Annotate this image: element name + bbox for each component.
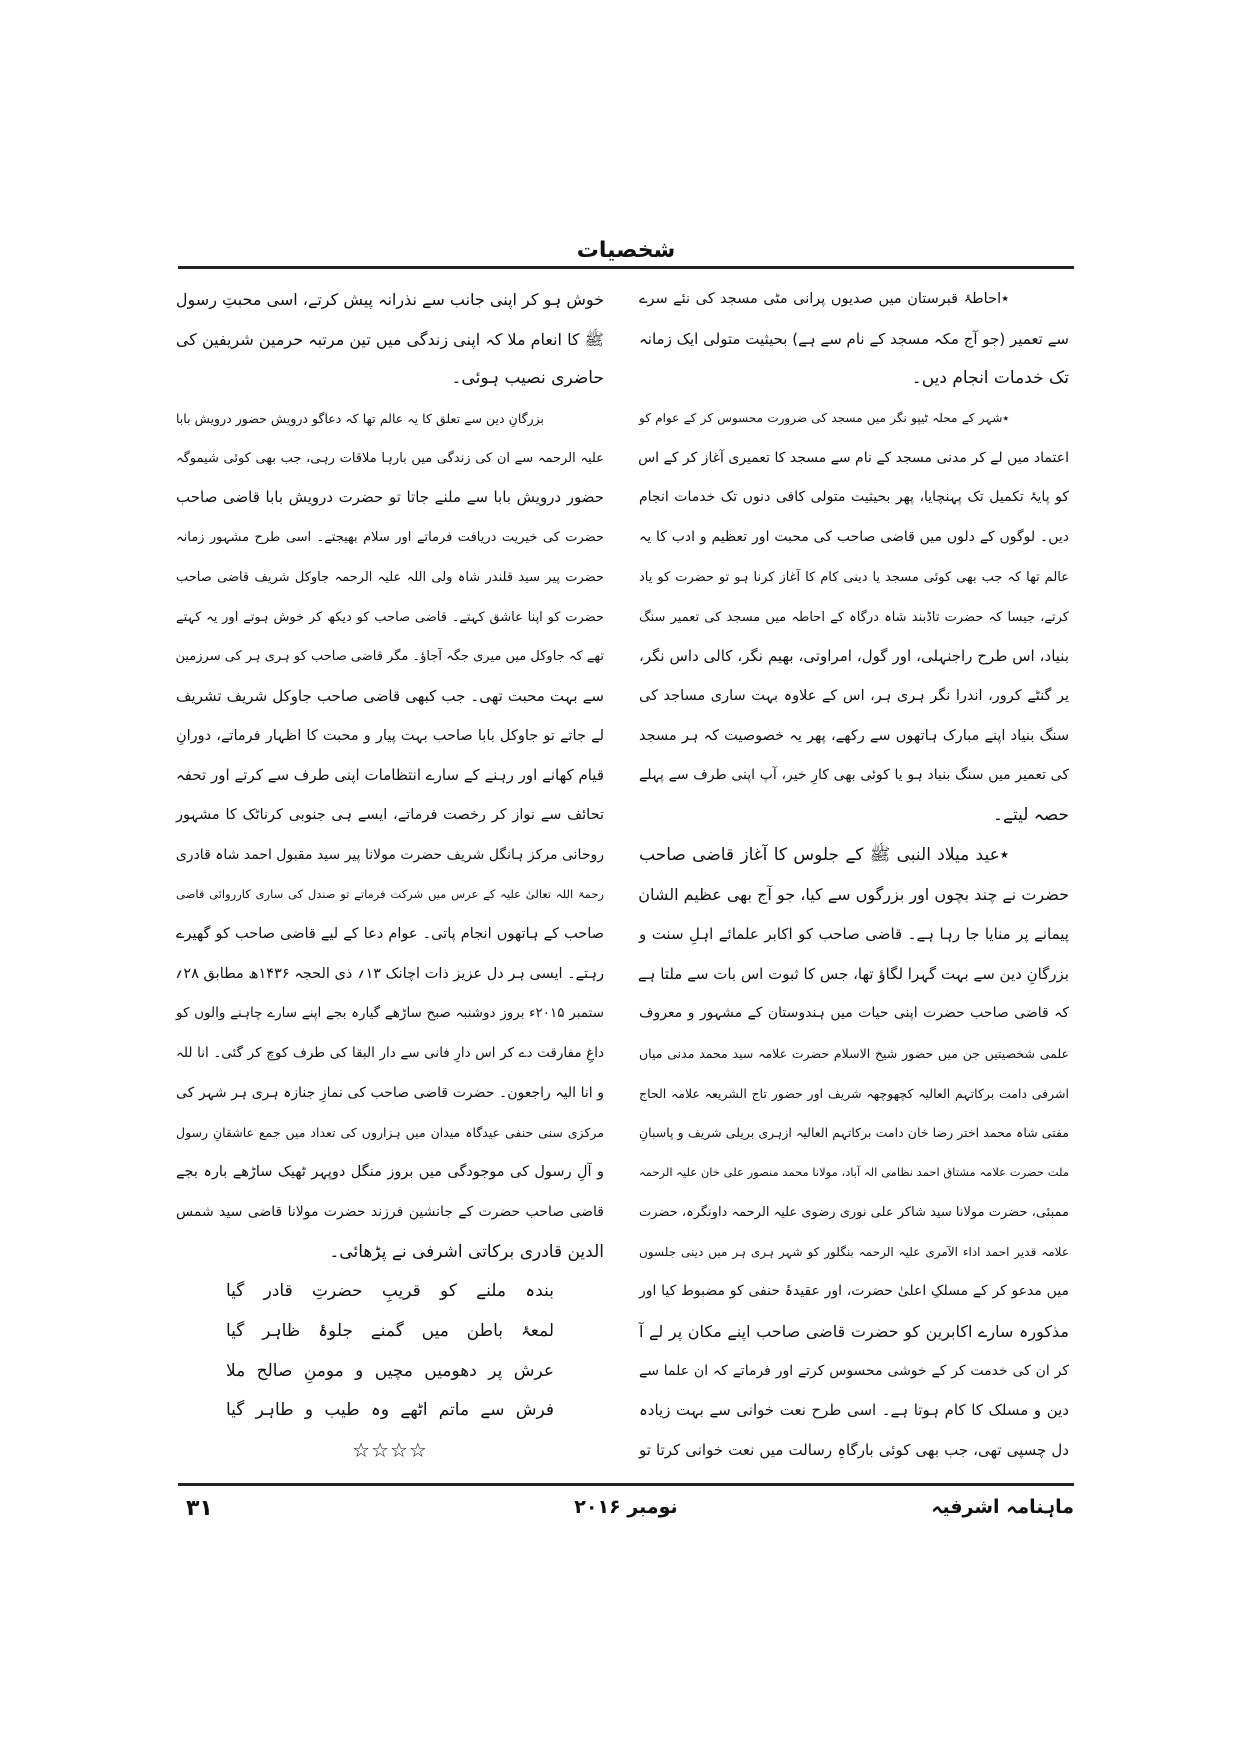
text-line: حاضری نصیب ہوئی۔ — [451, 368, 604, 389]
text-line: کہ قاضی صاحب حضرت اپنی حیات میں ہندوستان کے مشہور و معروف — [639, 1005, 1069, 1022]
header-rule — [178, 266, 1074, 269]
text-line: حضور درویش بابا سے ملنے جاتا تو حضرت درویش بابا قاضی صاحب — [176, 488, 604, 507]
page-footer — [178, 1496, 1074, 1530]
text-line: تھے کہ جاوکل میں میری جگہ آجاؤ۔ مگر قاضی صاحب کو ہری ہر کی سرزمین — [175, 649, 604, 665]
text-line: و انا الیہ راجعون۔ حضرت قاضی صاحب کی نمازِ جنازہ ہری ہر شہر کی — [176, 1084, 604, 1101]
page-number: ۳۱ — [186, 1496, 213, 1521]
text-line: رحمۃ اللہ تعالیٰ علیہ کے عرس میں شرکت فرماتے تو صندل کی ساری کارروائی قاضی — [176, 887, 604, 902]
text-line: ملت حضرت علامہ مشتاق احمد نظامی الہ آباد، مولانا محمد منصور علی خان علیہ الرحمہ — [639, 1165, 1069, 1180]
text-line: خوش ہو کر اپنی جانب سے نذرانہ پیش کرتے، اسی محبتِ رسول — [175, 290, 604, 309]
text-line: الدین قادری برکاتی اشرفی نے پڑھائی۔ — [329, 1241, 604, 1262]
poem-verse: عرش پر دھومیں مچیں و مومنِ صالح ملا — [226, 1360, 554, 1381]
text-line: ممبئی، حضرت مولانا سید شاکر علی نوری رضوی علیہ الرحمہ داونگرہ، حضرت — [639, 1204, 1069, 1220]
text-line: صاحب کے ہاتھوں انجام پاتی۔ عوام دعا کے لیے قاضی صاحب کو گھیرے — [176, 926, 604, 942]
text-line: رہتے۔ ایسی ہر دل عزیز ذات اچانک ۱۳؍ ذی الحجہ ۱۴۳۶ھ مطابق ۲۸؍ — [174, 965, 604, 982]
text-line: علیہ الرحمہ سے ان کی زندگی میں بارہا ملاقات رہی، جب بھی کوئی شیموگہ — [176, 450, 604, 466]
text-line: دیں۔ لوگوں کے دلوں میں قاضی صاحب کی محبت اور تعظیم و ادب کا یہ — [639, 529, 1069, 546]
text-line: سنگ بنیاد اپنے مبارک ہاتھوں سے رکھے، پھر یہ خصوصیت کہ ہر مسجد — [639, 727, 1069, 744]
text-line: حصہ لیتے۔ — [993, 804, 1069, 825]
poem-verse: بندہ ملنے کو قریبِ حضرتِ قادر گیا — [226, 1281, 554, 1302]
poem-verse: لمعۂ باطن میں گمنے جلوۂ ظاہر گیا — [226, 1320, 554, 1341]
text-line: روحانی مرکز ہانگل شریف حضرت مولانا پیر سید مقبول احمد شاہ قادری — [175, 846, 604, 863]
text-line: حضرت کو اپنا عاشق کہتے۔ قاضی صاحب کو دیکھ کر خوش ہوتے اور یہ کہتے — [176, 609, 604, 625]
poem-verse: فرش سے ماتم اٹھے وہ طیب و طاہر گیا — [226, 1400, 554, 1421]
section-end-stars: ☆☆☆☆ — [352, 1437, 428, 1462]
text-line: پیمانے پر منایا جا رہا ہے۔ قاضی صاحب کو اکابر علمائے اہلِ سنت و — [639, 925, 1069, 943]
text-line: بزرگانِ دین سے بہت گہرا لگاؤ تھا، جس کا ثبوت اس بات سے ملتا ہے — [637, 964, 1069, 983]
text-line: سے تعمیر (جو آج مکہ مسجد کے نام سے ہے) بحیثیت متولی ایک زمانہ — [639, 329, 1069, 348]
text-line: عالم تھا کہ جب بھی کوئی مسجد یا دینی کام کا آغاز کرنا ہو تو حضرت کو یاد — [639, 569, 1069, 585]
text-line: بنیاد، اس طرح راجنہلی، اور گول، امراوتی، بھیم نگر، کالی داس نگر، — [639, 647, 1069, 666]
text-line: کر ان کی خدمت کر کے خوشی محسوس کرتے اور فرماتے کہ ان علما سے — [639, 1362, 1069, 1379]
text-line: ﷺ کا انعام ملا کہ اپنی زندگی میں تین مرتبہ حرمین شریفین کی — [175, 329, 604, 349]
text-line: لے جاتے تو جاوکل بابا صاحب بہت پیار و محبت کا اظہار فرماتے، دورانِ — [176, 727, 604, 744]
text-line: ٭احاطۂ قبرستان میں صدیوں پرانی مٹی مسجد کی نئے سرے — [639, 291, 1009, 307]
text-line: بزرگانِ دین سے تعلق کا یہ عالم تھا کہ دعاگو درویش حضور درویش بابا — [176, 411, 544, 427]
text-line: ٭عید میلاد النبی ﷺ کے جلوس کا آغاز قاضی صاحب — [639, 844, 1009, 865]
text-line: اشرفی دامت برکاتہم العالیہ کچھوچھہ شریف اور حضور تاج الشریعہ علامہ الحاج — [639, 1085, 1069, 1101]
text-line: مذکورہ سارے اکابرین کو حضرت قاضی صاحب اپنے مکان پر لے آ — [639, 1321, 1069, 1341]
magazine-name: ماہنامہ اشرفیہ — [931, 1496, 1074, 1518]
section-title: شخصیات — [576, 238, 676, 263]
text-line: سے بہت محبت تھی۔ جب کبھی قاضی صاحب جاوکل شریف تشریف — [176, 686, 604, 705]
text-line: کو پایۂ تکمیل تک پہنچایا، پھر بحیثیت متولی کافی دنوں تک خدمات انجام — [639, 489, 1069, 506]
text-line: مفتی شاہ محمد اختر رضا خان دامت برکاتہم العالیہ ازہری بریلی شریف و پاسبانِ — [639, 1125, 1069, 1141]
left-column — [176, 280, 604, 1471]
text-line: داغِ مفارقت دے کر اس دارِ فانی سے دار البقا کی طرف کوچ کر گئی۔ انا للہ — [176, 1045, 604, 1062]
text-line: و آلِ رسول کی موجودگی میں بروز منگل دوپہر ٹھیک ساڑھے بارہ بجے — [176, 1164, 604, 1181]
text-line: تحائف سے نواز کر رخصت فرماتے، ایسے ہی جنوبی کرناٹک کا مشہور — [176, 806, 604, 823]
text-line: کی تعمیر میں سنگ بنیاد ہو یا کوئی بھی کارِ خیر، آپ اپنی طرف سے پہلے — [639, 767, 1069, 784]
text-line: کرتے، جیسا کہ حضرت تاڈبند شاہ درگاہ کے احاطہ میں مسجد کی تعمیر سنگ — [639, 609, 1069, 625]
text-line: مرکزی سنی حنفی عیدگاہ میدان میں ہزاروں کی تعداد میں جمع عاشقانِ رسول — [176, 1125, 604, 1141]
text-line: اعتماد میں لے کر مدنی مسجد کے نام سے مسجد کا تعمیری آغاز کر کے اس — [638, 449, 1069, 466]
text-line: ستمبر ۲۰۱۵ء بروز دوشنبہ صبح ساڑھے گیارہ بجے اپنے سارے چاہنے والوں کو — [176, 1005, 604, 1022]
text-line: حضرت نے چند بچوں اور بزرگوں سے کیا، جو آج بھی عظیم الشان — [638, 885, 1069, 905]
issue-date: نومبر ۲۰۱۶ — [574, 1496, 678, 1518]
text-line: قاضی صاحب حضرت کے جانشین فرزند حضرت مولانا قاضی سید شمس — [176, 1203, 604, 1220]
text-line: ٭شہر کے محلہ ٹیپو نگر میں مسجد کی ضرورت محسوس کر کے عوام کو — [639, 411, 1009, 426]
text-line: حضرت کی خیریت دریافت فرماتے اور سلام بھیجتے۔ اسی طرح مشہور زمانہ — [176, 530, 604, 546]
text-line: میں مدعو کر کے مسلکِ اعلیٰ حضرت، اور عقیدۂ حنفی کو مضبوط کیا اور — [639, 1283, 1069, 1300]
text-line: دین و مسلک کا کام ہوتا ہے۔ اسی طرح نعت خوانی سے بہت زیادہ — [639, 1401, 1069, 1420]
text-line: علامہ قدیر احمد اداء الآمری علیہ الرحمہ بنگلور کو شہر ہری ہر میں دینی جلسوں — [639, 1244, 1069, 1259]
text-line: تک خدمات انجام دیں۔ — [911, 368, 1069, 389]
text-line: یر گنٹے کرور، اندرا نگر ہری ہر، اس کے علاوہ بہت ساری مساجد کی — [639, 687, 1069, 704]
right-column — [639, 280, 1069, 1471]
footer-rule — [178, 1483, 1074, 1486]
text-line: علمی شخصیتیں جن میں حضور شیخ الاسلام حضرت علامہ سید محمد مدنی میاں — [639, 1046, 1069, 1062]
text-line: دل چسپی تھی، جب بھی کوئی بارگاہِ رسالت میں نعت خوانی کرتا تو — [639, 1440, 1069, 1459]
text-line: حضرت پیر سید قلندر شاہ ولی اللہ علیہ الرحمہ جاوکل شریف قاضی صاحب — [176, 569, 604, 585]
text-line: قیام کھانے اور رہنے کے سارے انتظامات اپنی طرف سے کرتے اور تحفہ — [176, 766, 604, 785]
